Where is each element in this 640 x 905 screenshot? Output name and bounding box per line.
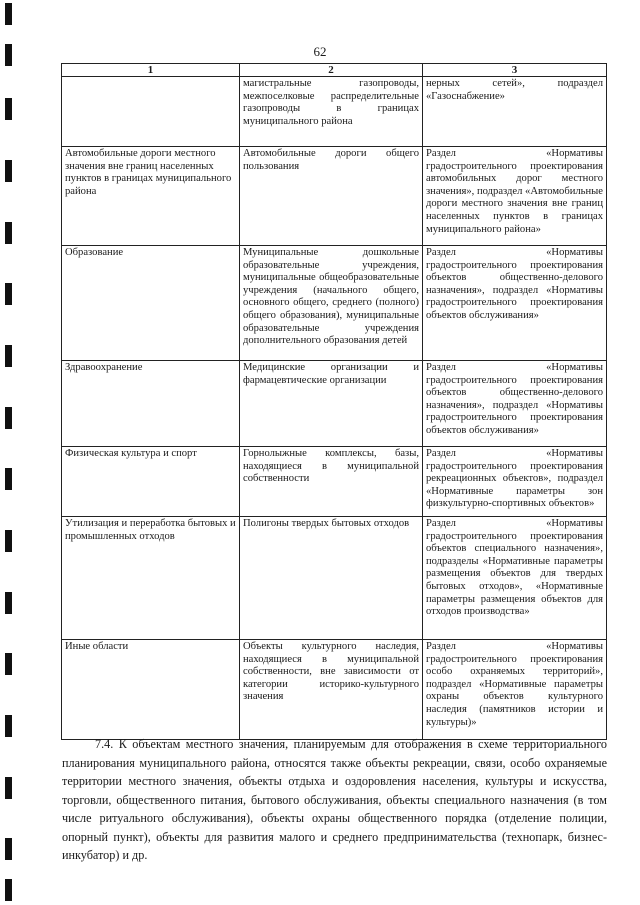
area-cell: Автомобильные дороги местного значения вне границ населенных пунктов в границах муниципального района [62, 147, 240, 246]
column-header: 2 [240, 64, 423, 77]
table-row [62, 517, 607, 640]
table-row [62, 77, 607, 147]
table-row [62, 447, 607, 517]
column-header: 3 [423, 64, 607, 77]
binding-mark [5, 98, 12, 120]
section-paragraph: 7.4. К объектам местного значения, планируемым для отображения в схеме территориального планирования муниципального района, относятся также объекты рекреации, связи, особо охраняемые территории местного значения, объекты отдыха и оздоровления населения, культуры и искусства, торговли, общественного питания, бытового обслуживания, объекты специального назначения (в том числе ритуального обслуживания), объекты охраны общественного порядка (отделение полиции, опорный пункт), объекты для развития малого и среднего предпринимательства (технопарк, бизнес-инкубатор) и др. [62, 737, 607, 862]
binding-mark [5, 222, 12, 244]
objects-cell: магистральные газопроводы, межпоселковые распределительные газопроводы в границах муниципального района [240, 77, 423, 147]
binding-mark [5, 3, 12, 25]
binding-mark [5, 777, 12, 799]
area-cell: Утилизация и переработка бытовых и промышленных отходов [62, 517, 240, 640]
binding-mark [5, 592, 12, 614]
area-cell [62, 77, 240, 147]
binding-mark [5, 715, 12, 737]
objects-cell: Объекты культурного наследия, находящиеся в муниципальной собственности, вне зависимости от категории историко-культурного значения [240, 640, 423, 740]
standards-cell: Раздел «Нормативы градостроительного проектирования рекреационных объектов», подраздел «Нормативные параметры зон физкультурно-спортивных объектов» [423, 447, 607, 517]
standards-table [61, 63, 607, 740]
area-cell: Иные области [62, 640, 240, 740]
binding-mark [5, 879, 12, 901]
binding-mark [5, 407, 12, 429]
page-number: 62 [313, 44, 327, 59]
table-row [62, 147, 607, 246]
area-cell: Физическая культура и спорт [62, 447, 240, 517]
objects-cell: Медицинские организации и фармацевтические организации [240, 361, 423, 447]
table-row [62, 246, 607, 361]
standards-cell: Раздел «Нормативы градостроительного проектирования автомобильных дорог местного значения», подраздел «Автомобильные дороги местного значения вне границ населенных пунктов в границах муниципального района» [423, 147, 607, 246]
objects-cell: Автомобильные дороги общего пользования [240, 147, 423, 246]
binding-mark [5, 530, 12, 552]
table-header-row [62, 64, 607, 77]
column-header: 1 [62, 64, 240, 77]
binding-mark [5, 838, 12, 860]
objects-cell: Муниципальные дошкольные образовательные учреждения, муниципальные общеобразовательные учреждения (начального общего, основного общего, среднего (полного) общего образования), муниципальные образовательные учреждения дополнительного образования детей [240, 246, 423, 361]
binding-mark [5, 345, 12, 367]
area-cell: Здравоохранение [62, 361, 240, 447]
standards-cell: Раздел «Нормативы градостроительного проектирования объектов специального назначения», подразделы «Нормативные параметры размещения объектов для твердых бытовых отходов», «Нормативные параметры размещения объектов для отходов производства» [423, 517, 607, 640]
binding-mark [5, 160, 12, 182]
objects-cell: Горнолыжные комплексы, базы, находящиеся в муниципальной собственности [240, 447, 423, 517]
area-cell: Образование [62, 246, 240, 361]
binding-mark [5, 653, 12, 675]
binding-mark [5, 283, 12, 305]
table-row [62, 361, 607, 447]
standards-cell: Раздел «Нормативы градостроительного проектирования объектов общественно-делового назначения», подраздел «Нормативы градостроительного проектирования объектов обслуживания» [423, 361, 607, 447]
binding-mark [5, 468, 12, 490]
standards-cell: Раздел «Нормативы градостроительного проектирования объектов общественно-делового назначения», подраздел «Нормативы градостроительного проектирования объектов обслуживания» [423, 246, 607, 361]
standards-cell: Раздел «Нормативы градостроительного проектирования особо охраняемых территорий», подраздел «Нормативные параметры охраны объектов культурного наследия (памятников истории и культуры)» [423, 640, 607, 740]
binding-marks [5, 0, 12, 905]
standards-cell: нерных сетей», подраздел «Газоснабжение» [423, 77, 607, 147]
table-row [62, 640, 607, 740]
objects-cell: Полигоны твердых бытовых отходов [240, 517, 423, 640]
